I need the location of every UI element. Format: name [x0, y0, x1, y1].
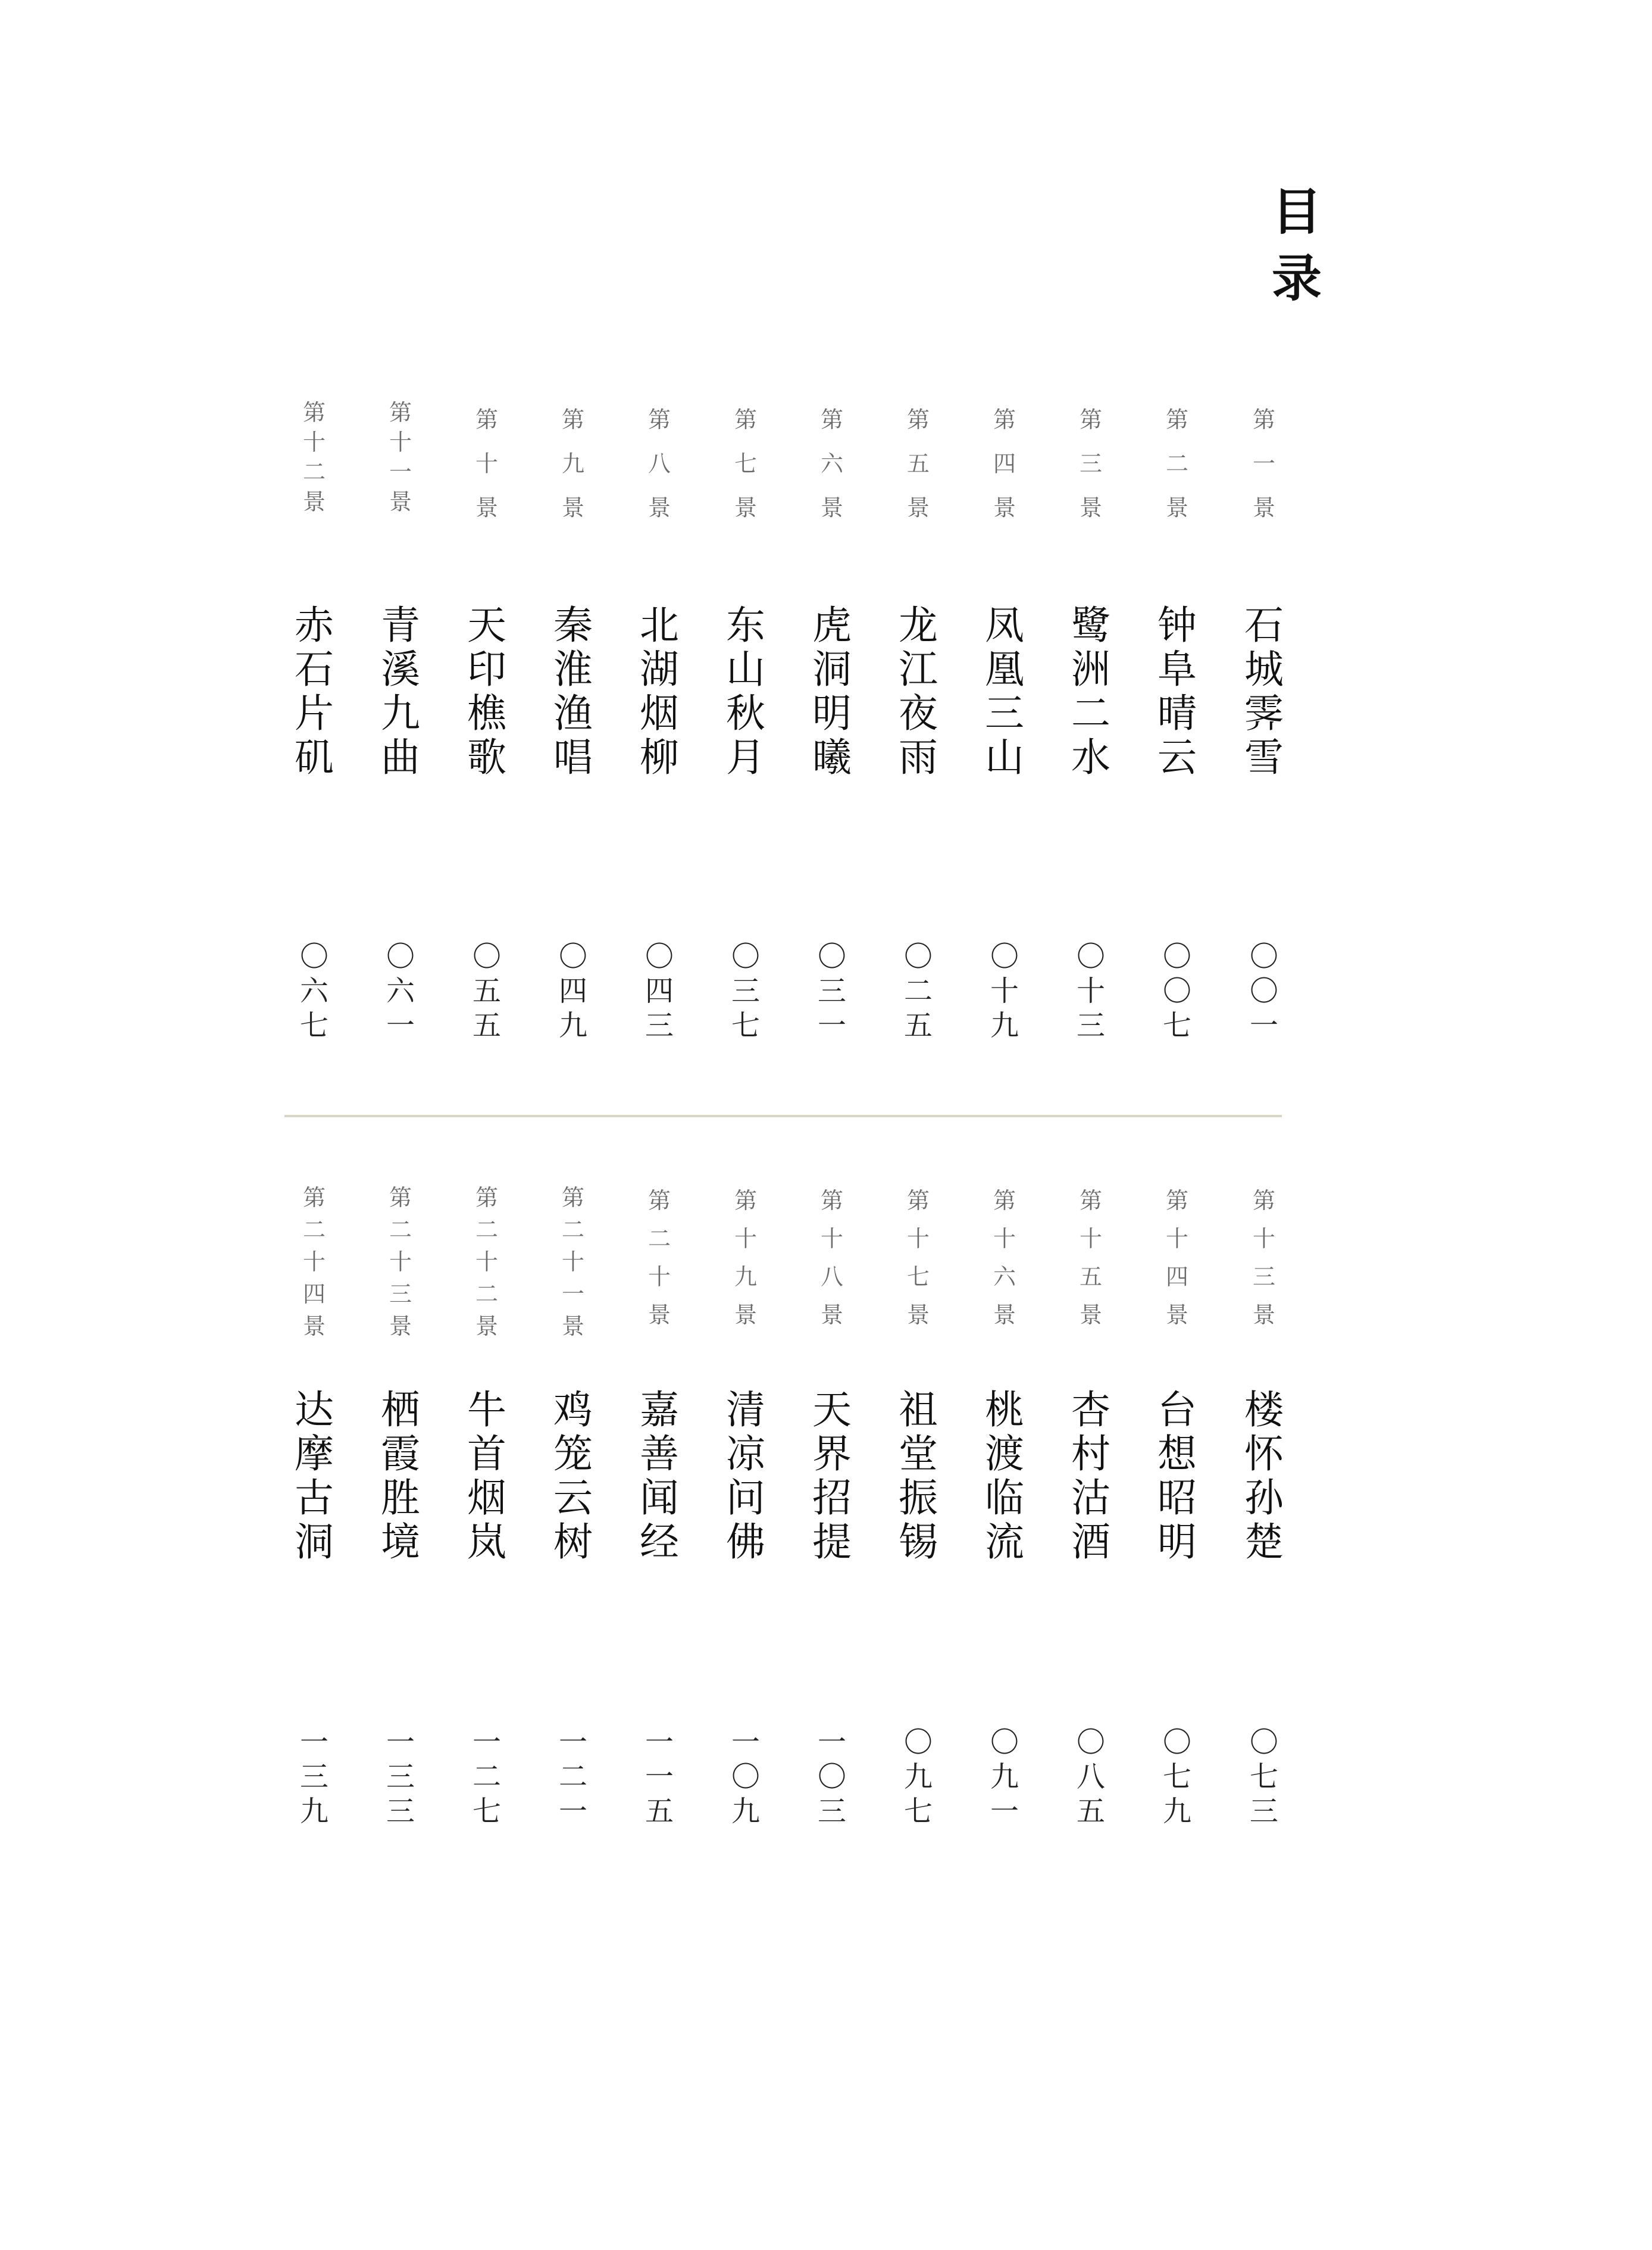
- toc-entry-name: 秦 淮 渔 唱: [553, 602, 593, 780]
- toc-entry-name: 杏 村 沽 酒: [1071, 1387, 1110, 1565]
- toc-entry-label: 第 十 七 景: [906, 1188, 930, 1328]
- toc-entry-page-number: 一 三 九: [299, 1726, 328, 1828]
- toc-entry-label: 第 一 景: [1252, 407, 1275, 521]
- toc-entry-label: 第 十 六 景: [993, 1188, 1016, 1328]
- toc-entry-name: 鸡 笼 云 树: [553, 1387, 593, 1565]
- toc-entry-name: 桃 渡 临 流: [985, 1387, 1024, 1565]
- toc-entry-page-number: 〇 三 七: [731, 940, 760, 1042]
- toc-entry-name: 天 印 樵 歌: [467, 602, 506, 780]
- toc-entry-label: 第 十 二 景: [302, 399, 326, 515]
- toc-entry-page-number: 〇 五 五: [472, 940, 501, 1042]
- toc-entry-label: 第 十 四 景: [1165, 1188, 1188, 1328]
- toc-entry-page-number: 〇 九 七: [903, 1726, 933, 1828]
- toc-entry-label: 第 二 十 四 景: [302, 1185, 326, 1339]
- toc-entry-page-number: 〇 二 五: [903, 940, 933, 1042]
- toc-entry-name: 虎 洞 明 曦: [812, 602, 852, 780]
- toc-entry-label: 第 七 景: [734, 407, 757, 521]
- toc-entry-name: 赤 石 片 矶: [295, 602, 334, 780]
- toc-entry-page-number: 〇 十 九: [990, 940, 1019, 1042]
- toc-entry-label: 第 二 十 景: [647, 1188, 671, 1328]
- toc-entry-page-number: 一 二 一: [558, 1726, 587, 1828]
- toc-entry-page-number: 〇 十 三: [1076, 940, 1105, 1042]
- toc-entry-label: 第 十 八 景: [820, 1188, 843, 1328]
- toc-entry-label: 第 五 景: [906, 407, 930, 521]
- toc-entry-name: 钟 阜 晴 云: [1157, 602, 1197, 780]
- toc-entry-label: 第 九 景: [561, 407, 584, 521]
- toc-entry-name: 祖 堂 振 锡: [899, 1387, 938, 1565]
- toc-entry-label: 第 十 三 景: [1252, 1188, 1275, 1328]
- toc-entry-name: 天 界 招 提: [812, 1387, 852, 1565]
- toc-entry-page-number: 一 〇 三: [817, 1726, 846, 1828]
- toc-entry-label: 第 四 景: [993, 407, 1016, 521]
- toc-entry-page-number: 〇 四 三: [644, 940, 674, 1042]
- toc-entry-label: 第 十 五 景: [1079, 1188, 1102, 1328]
- toc-entry-label: 第 二 十 二 景: [475, 1185, 498, 1339]
- toc-entry-label: 第 十 一 景: [389, 399, 412, 515]
- toc-entry-name: 青 溪 九 曲: [381, 602, 420, 780]
- section-divider: [284, 1115, 1282, 1117]
- toc-entry-name: 北 湖 烟 柳: [640, 602, 679, 780]
- toc-entry-page-number: 〇 〇 七: [1162, 940, 1191, 1042]
- toc-entry-label: 第 八 景: [647, 407, 671, 521]
- toc-entry-label: 第 三 景: [1079, 407, 1102, 521]
- toc-entry-name: 清 凉 问 佛: [726, 1387, 765, 1565]
- toc-entry-page-number: 一 一 五: [644, 1726, 674, 1828]
- toc-entry-label: 第 二 景: [1165, 407, 1188, 521]
- toc-entry-name: 龙 江 夜 雨: [899, 602, 938, 780]
- toc-entry-name: 东 山 秋 月: [726, 602, 765, 780]
- toc-entry-page-number: 〇 六 七: [299, 940, 328, 1042]
- page-title: 目 录: [1271, 182, 1322, 308]
- toc-entry-label: 第 二 十 一 景: [561, 1185, 584, 1339]
- toc-entry-page-number: 〇 三 一: [817, 940, 846, 1042]
- toc-entry-page-number: 〇 九 一: [990, 1726, 1019, 1828]
- toc-entry-page-number: 〇 四 九: [558, 940, 587, 1042]
- toc-entry-name: 鹭 洲 二 水: [1071, 602, 1110, 780]
- toc-entry-page-number: 〇 七 三: [1249, 1726, 1278, 1828]
- toc-entry-name: 楼 怀 孙 楚: [1244, 1387, 1284, 1565]
- toc-entry-label: 第 十 九 景: [734, 1188, 757, 1328]
- toc-entry-name: 牛 首 烟 岚: [467, 1387, 506, 1565]
- toc-entry-label: 第 六 景: [820, 407, 843, 521]
- toc-entry-page-number: 一 〇 九: [731, 1726, 760, 1828]
- toc-entry-page-number: 〇 〇 一: [1249, 940, 1278, 1042]
- toc-entry-label: 第 十 景: [475, 407, 498, 521]
- toc-entry-label: 第 二 十 三 景: [389, 1185, 412, 1339]
- toc-entry-name: 石 城 霁 雪: [1244, 602, 1284, 780]
- toc-entry-name: 达 摩 古 洞: [295, 1387, 334, 1565]
- toc-entry-page-number: 一 二 七: [472, 1726, 501, 1828]
- toc-entry-name: 栖 霞 胜 境: [381, 1387, 420, 1565]
- toc-entry-name: 嘉 善 闻 经: [640, 1387, 679, 1565]
- toc-entry-page-number: 一 三 三: [386, 1726, 415, 1828]
- toc-entry-name: 台 想 昭 明: [1157, 1387, 1197, 1565]
- toc-entry-page-number: 〇 七 九: [1162, 1726, 1191, 1828]
- toc-entry-name: 凤 凰 三 山: [985, 602, 1024, 780]
- toc-entry-page-number: 〇 八 五: [1076, 1726, 1105, 1828]
- toc-entry-page-number: 〇 六 一: [386, 940, 415, 1042]
